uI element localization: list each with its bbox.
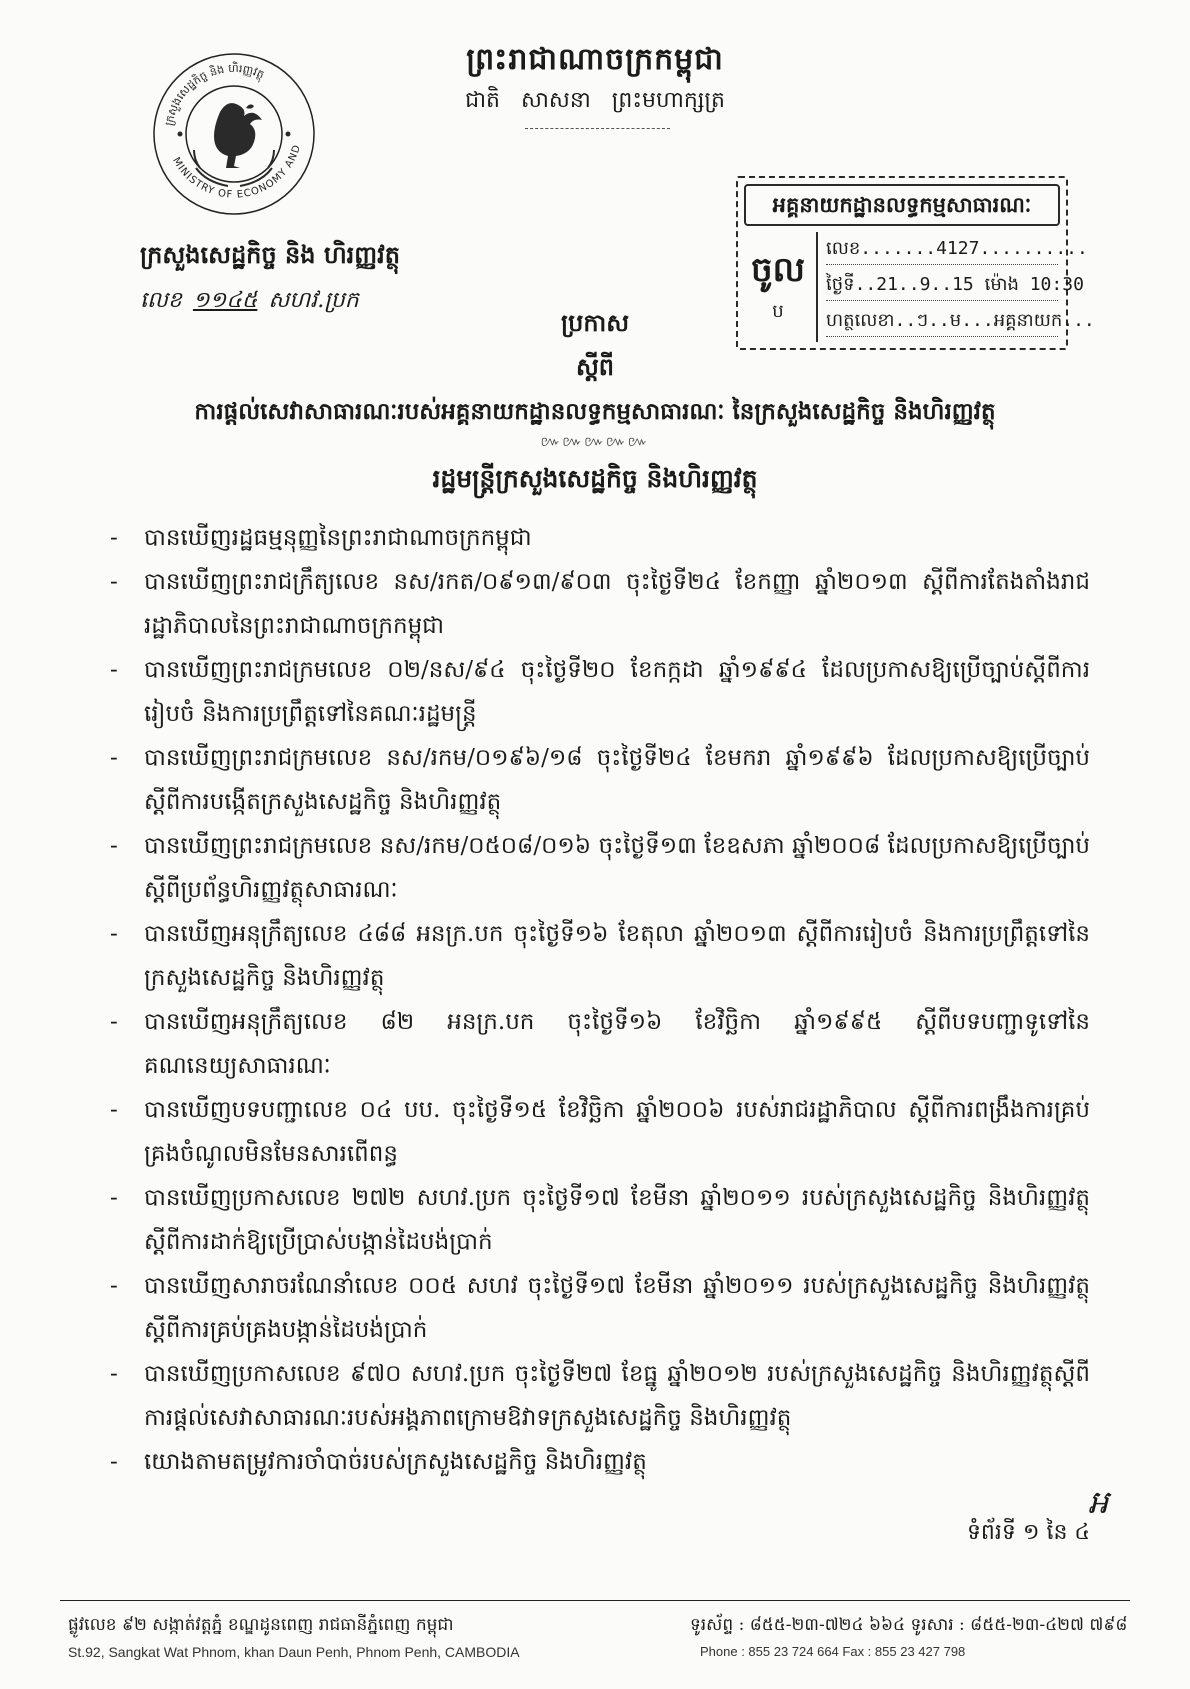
list-item-text: បានឃើញអនុក្រឹត្យលេខ ៨២ អនក្រ.បក ចុះថ្ងៃទី១៦ ខែវិច្ឆិកា ឆ្នាំ១៩៩៥ ស្ដីពីបទបញ្ជាទូទៅនៃគណនេយ្យសាធារណៈ (144, 1009, 1090, 1079)
stamp-row-number: លេខ.......4127.......... (826, 234, 1058, 265)
list-item-text: បានឃើញសារាចរណែនាំលេខ ០០៥ សហវ ចុះថ្ងៃទី១៧ ខែមីនា ឆ្នាំ២០១១ របស់ក្រសួងសេដ្ឋកិច្ច និងហិរញ្ញវត្ថុស្ដីពីការគ្រប់គ្រងបង្កាន់ដៃបង់ប្រាក់ (144, 1273, 1090, 1343)
stamp-row-date: ថ្ងៃទី..21..9..15 ម៉ោង 10:30 (826, 270, 1058, 301)
preamble-list (110, 516, 1090, 1484)
list-item-text: បានឃើញព្រះរាជក្រមលេខ នស/រកម/០១៩៦/១៨ ចុះថ្ងៃទី២៤ ខែមករា ឆ្នាំ១៩៩៦ ដែលប្រកាសឱ្យប្រើច្បាប់ស្ដីពីការបង្កើតក្រសួងសេដ្ឋកិច្ច និងហិរញ្ញវត្ថុ (144, 745, 1090, 815)
list-item-text: បានឃើញប្រកាសលេខ ២៧២ សហវ.ប្រក ចុះថ្ងៃទី១៧ ខែមីនា ឆ្នាំ២០១១ របស់ក្រសួងសេដ្ឋកិច្ច និងហិរញ្ញវត្ថុស្ដីពីការដាក់ឱ្យប្រើប្រាស់បង្កាន់ដៃបង់ប្រាក់ (144, 1185, 1090, 1255)
list-item: - បានឃើញអនុក្រឹត្យលេខ ៨២ អនក្រ.បក ចុះថ្ងៃទី១៦ ខែវិច្ឆិកា ឆ្នាំ១៩៩៥ ស្ដីពីបទបញ្ជាទូទៅនៃគណនេយ្យសាធារណៈ (110, 1009, 1090, 1079)
ref-prefix: លេខ (140, 288, 182, 313)
kingdom-title: ព្រះរាជាណាចក្រកម្ពុជា (466, 42, 724, 77)
motto-divider (525, 128, 670, 129)
ref-number: ១១៤៥ (192, 288, 258, 313)
document-subject: ការផ្ដល់សេវាសាធារណៈរបស់អគ្គនាយកដ្ឋានលទ្ធកម្មសាធារណៈ នៃក្រសួងសេដ្ឋកិច្ច និងហិរញ្ញវត្ថុ (194, 398, 996, 425)
logo-text-en: MINISTRY OF ECONOMY AND (170, 143, 304, 201)
ornament-divider: ៚៚៚៚៚ (540, 434, 650, 450)
footer-phone-km: ទូរស័ព្ទ : ៨៥៥-២៣-៧២៤ ៦៦៤ ទូរសារ : ៨៥៥-២៣-៤២៧ ៧៩៨ (690, 1615, 1128, 1635)
stamp-header: អគ្គនាយកដ្ឋានលទ្ធកម្មសាធារណៈ (744, 184, 1060, 226)
list-item-text: បានឃើញអនុក្រឹត្យលេខ ៤៨៨ អនក្រ.បក ចុះថ្ងៃទី១៦ ខែតុលា ឆ្នាំ២០១៣ ស្ដីពីការរៀបចំ និងការប្រព្រឹត្តទៅនៃក្រសួងសេដ្ឋកិច្ច និងហិរញ្ញវត្ថុ (144, 921, 1090, 991)
list-item-text: បានឃើញបទបញ្ជាលេខ ០៤ បប. ចុះថ្ងៃទី១៥ ខែវិច្ឆិកា ឆ្នាំ២០០៦ របស់រាជរដ្ឋាភិបាល ស្ដីពីការពង្រឹងការគ្រប់គ្រងចំណូលមិនមែនសារពើពន្ធ (144, 1097, 1090, 1167)
list-item: - បានឃើញសារាចរណែនាំលេខ ០០៥ សហវ ចុះថ្ងៃទី១៧ ខែមីនា ឆ្នាំ២០១១ របស់ក្រសួងសេដ្ឋកិច្ច និងហិរញ្ញវត្ថុស្ដីពីការគ្រប់គ្រងបង្កាន់ដៃបង់ប្រាក់ (110, 1273, 1090, 1343)
list-item-text: បានឃើញព្រះរាជក្រមលេខ ០២/នស/៩៤ ចុះថ្ងៃទី២០ ខែកក្កដា ឆ្នាំ១៩៩៤ ដែលប្រកាសឱ្យប្រើច្បាប់ស្ដីពីការរៀបចំ និងការប្រព្រឹត្តទៅនៃគណៈរដ្ឋមន្ត្រី (144, 657, 1090, 727)
list-item-text: បានឃើញប្រកាសលេខ ៩៧០ សហវ.ប្រក ចុះថ្ងៃទី២៧ ខែធ្នូ ឆ្នាំ២០១២ របស់ក្រសួងសេដ្ឋកិច្ច និងហិរញ្ញវត្ថុស្ដីពីការផ្ដល់សេវាសាធារណៈរបស់អង្គភាពក្រោមឱវាទក្រសួងសេដ្ឋកិច្ច និងហិរញ្ញវត្ថុ (144, 1361, 1090, 1431)
list-item: - បានឃើញរដ្ឋធម្មនុញ្ញនៃព្រះរាជាណាចក្រកម្ពុជា (110, 525, 532, 551)
list-item: - បានឃើញប្រកាសលេខ ៩៧០ សហវ.ប្រក ចុះថ្ងៃទី២៧ ខែធ្នូ ឆ្នាំ២០១២ របស់ក្រសួងសេដ្ឋកិច្ច និងហិរញ្ញវត្ថុស្ដីពីការផ្ដល់សេវាសាធារណៈរបស់អង្គភាពក្រោមឱវាទក្រសួងសេដ្ឋកិច្ច និងហិរញ្ញវត្ថុ (110, 1361, 1090, 1431)
footer-address-km: ផ្លូវលេខ ៩២ សង្កាត់វត្តភ្នំ ខណ្ឌដូនពេញ រាជធានីភ្នំពេញ កម្ពុជា (68, 1615, 454, 1635)
handwritten-initials: អ (1088, 1483, 1109, 1521)
document-type: ប្រកាស (560, 308, 630, 337)
list-item: - បានឃើញព្រះរាជក្រមលេខ ០២/នស/៩៤ ចុះថ្ងៃទី២០ ខែកក្កដា ឆ្នាំ១៩៩៤ ដែលប្រកាសឱ្យប្រើច្បាប់ស្ដីពីការរៀបចំ និងការប្រព្រឹត្តទៅនៃគណៈរដ្ឋមន្ត្រី (110, 657, 1090, 727)
ministry-name: ក្រសួងសេដ្ឋកិច្ច និង ហិរញ្ញវត្ថុ (140, 240, 400, 269)
stamp-code-sub: ប (772, 301, 784, 322)
footer-divider (60, 1600, 1130, 1601)
list-item: - បានឃើញបទបញ្ជាលេខ ០៤ បប. ចុះថ្ងៃទី១៥ ខែវិច្ឆិកា ឆ្នាំ២០០៦ របស់រាជរដ្ឋាភិបាល ស្ដីពីការពង្រឹងការគ្រប់គ្រងចំណូលមិនមែនសារពើពន្ធ (110, 1097, 1090, 1167)
page-number: ទំព័រទី ១ នៃ ៤ (966, 1520, 1090, 1545)
ref-suffix: សហវ.ប្រក (268, 288, 359, 313)
national-motto: ជាតិ សាសនា ព្រះមហាក្សត្រ (465, 88, 725, 113)
list-item: - យោងតាមតម្រូវការចាំបាច់របស់ក្រសួងសេដ្ឋកិច្ច និងហិរញ្ញវត្ថុ (110, 1449, 647, 1475)
about-label: ស្ដីពី (575, 352, 615, 381)
rooster-icon (214, 103, 262, 168)
list-item-text: បានឃើញព្រះរាជក្រឹត្យលេខ នស/រកត/០៩១៣/៩០៣ ចុះថ្ងៃទី២៤ ខែកញ្ញា ឆ្នាំ២០១៣ ស្ដីពីការតែងតាំងរាជរដ្ឋាភិបាលនៃព្រះរាជាណាចក្រកម្ពុជា (144, 569, 1090, 639)
list-item: - បានឃើញប្រកាសលេខ ២៧២ សហវ.ប្រក ចុះថ្ងៃទី១៧ ខែមីនា ឆ្នាំ២០១១ របស់ក្រសួងសេដ្ឋកិច្ច និងហិរញ្ញវត្ថុស្ដីពីការដាក់ឱ្យប្រើប្រាស់បង្កាន់ដៃបង់ប្រាក់ (110, 1185, 1090, 1255)
footer-phone-en: Phone : 855 23 724 664 Fax : 855 23 427 798 (700, 1644, 966, 1659)
list-item: - បានឃើញព្រះរាជក្រឹត្យលេខ នស/រកត/០៩១៣/៩០៣ ចុះថ្ងៃទី២៤ ខែកញ្ញា ឆ្នាំ២០១៣ ស្ដីពីការតែងតាំងរាជរដ្ឋាភិបាលនៃព្រះរាជាណាចក្រកម្ពុជា (110, 569, 1090, 639)
stamp-code-label: ចូល (751, 250, 805, 290)
footer-address-en: St.92, Sangkat Wat Phnom, khan Daun Penh, Phnom Penh, CAMBODIA (68, 1644, 520, 1660)
list-item-text: បានឃើញរដ្ឋធម្មនុញ្ញនៃព្រះរាជាណាចក្រកម្ពុជា (144, 525, 532, 551)
list-item-text: យោងតាមតម្រូវការចាំបាច់របស់ក្រសួងសេដ្ឋកិច្ច និងហិរញ្ញវត្ថុ (144, 1449, 647, 1475)
list-item: - បានឃើញព្រះរាជក្រមលេខ នស/រកម/០១៩៦/១៨ ចុះថ្ងៃទី២៤ ខែមករា ឆ្នាំ១៩៩៦ ដែលប្រកាសឱ្យប្រើច្បាប់ស្ដីពីការបង្កើតក្រសួងសេដ្ឋកិច្ច និងហិរញ្ញវត្ថុ (110, 745, 1090, 815)
list-item: - បានឃើញព្រះរាជក្រមលេខ នស/រកម/០៥០៨/០១៦ ចុះថ្ងៃទី១៣ ខែឧសភា ឆ្នាំ២០០៨ ដែលប្រកាសឱ្យប្រើច្បាប់ស្ដីពីប្រព័ន្ធហិរញ្ញវត្ថុសាធារណៈ (110, 833, 1090, 903)
list-item-text: បានឃើញព្រះរាជក្រមលេខ នស/រកម/០៥០៨/០១៦ ចុះថ្ងៃទី១៣ ខែឧសភា ឆ្នាំ២០០៨ ដែលប្រកាសឱ្យប្រើច្បាប់ស្ដីពីប្រព័ន្ធហិរញ្ញវត្ថុសាធារណៈ (144, 833, 1090, 903)
list-item: - បានឃើញអនុក្រឹត្យលេខ ៤៨៨ អនក្រ.បក ចុះថ្ងៃទី១៦ ខែតុលា ឆ្នាំ២០១៣ ស្ដីពីការរៀបចំ និងការប្រព្រឹត្តទៅនៃក្រសួងសេដ្ឋកិច្ច និងហិរញ្ញវត្ថុ (110, 921, 1090, 991)
stamp-row-signature: ហត្ថលេខា..ៗ..ម...អគ្គនាយក... (826, 306, 1058, 337)
issuing-authority: រដ្ឋមន្ត្រីក្រសួងសេដ្ឋកិច្ច និងហិរញ្ញវត្ថុ (432, 464, 758, 493)
logo-text-km: ក្រសួងសេដ្ឋកិច្ច និង ហិរញ្ញវត្ថុ (162, 61, 267, 127)
ministry-logo (150, 50, 318, 218)
